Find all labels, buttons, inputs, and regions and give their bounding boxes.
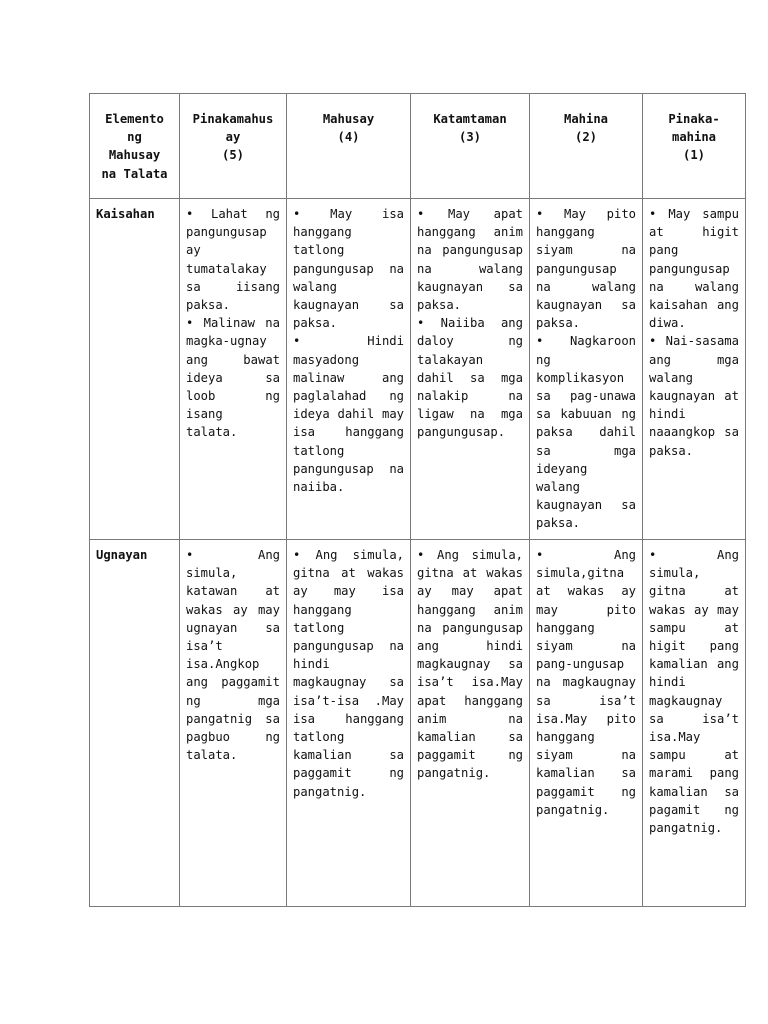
header-level-2: Mahina (2) xyxy=(530,94,643,199)
table-row xyxy=(90,199,746,540)
table-cell: • May isa hanggang tatlong pangungusap na walang kaugnayan sa paksa. • Hindi masyadong malinaw ang paglalahad ng ideya dahil may isa hanggang tatlong pangungusap na naiiba. xyxy=(287,199,411,540)
table-cell: • Ang simula, gitna at wakas ay may isa hanggang tatlong pangungusap na hindi magkaugnay sa isa’t-isa .May isa hanggang tatlong kamalian sa paggamit ng pangatnig. xyxy=(287,540,411,907)
criterion-cell: Ugnayan xyxy=(90,540,180,907)
header-level-1: Pinaka- mahina (1) xyxy=(643,94,746,199)
header-criterion: Elemento ng Mahusay na Talata xyxy=(90,94,180,199)
header-level-3: Katamtaman (3) xyxy=(411,94,530,199)
table-row xyxy=(90,540,746,907)
header-level-5: Pinakamahus ay (5) xyxy=(180,94,287,199)
criterion-cell: Kaisahan xyxy=(90,199,180,540)
table-cell: • May sampu at higit pang pangungusap na walang kaisahan ang diwa. • Nai-sasama ang mga walang kaugnayan at hindi naaangkop sa paksa. xyxy=(643,199,746,540)
table-cell: • Lahat ng pangungusap ay tumatalakay sa iisang paksa. • Malinaw na magka-ugnay ang bawat ideya sa loob ng isang talata. xyxy=(180,199,287,540)
table-cell: • Ang simula, katawan at wakas ay may ugnayan sa isa’t isa.Angkop ang paggamit ng mga pangatnig sa pagbuo ng talata. xyxy=(180,540,287,907)
table-cell: • Ang simula, gitna at wakas ay may apat hanggang anim na pangungusap ang hindi magkaugnay sa isa’t isa.May apat hanggang anim na kamalian sa paggamit ng pangatnig. xyxy=(411,540,530,907)
table-cell: • May apat hanggang anim na pangungusap na walang kaugnayan sa paksa. • Naiiba ang daloy ng talakayan dahil sa mga nalakip na ligaw na mga pangungusap. xyxy=(411,199,530,540)
header-row xyxy=(90,94,746,199)
table-cell: • Ang simula,gitna at wakas ay may pito hanggang siyam na pang-ungusap na magkaugnay sa isa’t isa.May pito hanggang siyam na kamalian sa paggamit ng pangatnig. xyxy=(530,540,643,907)
header-level-4: Mahusay (4) xyxy=(287,94,411,199)
table-cell: • May pito hanggang siyam na pangungusap na walang kaugnayan sa paksa. • Nagkaroon ng komplikasyon sa pag-unawa sa kabuuan ng paksa dahil sa mga ideyang walang kaugnayan sa paksa. xyxy=(530,199,643,540)
table-cell: • Ang simula, gitna at wakas ay may sampu at higit pang kamalian ang hindi magkaugnay sa isa’t isa.May sampu at marami pang kamalian sa pagamit ng pangatnig. xyxy=(643,540,746,907)
rubric-table xyxy=(89,93,746,907)
